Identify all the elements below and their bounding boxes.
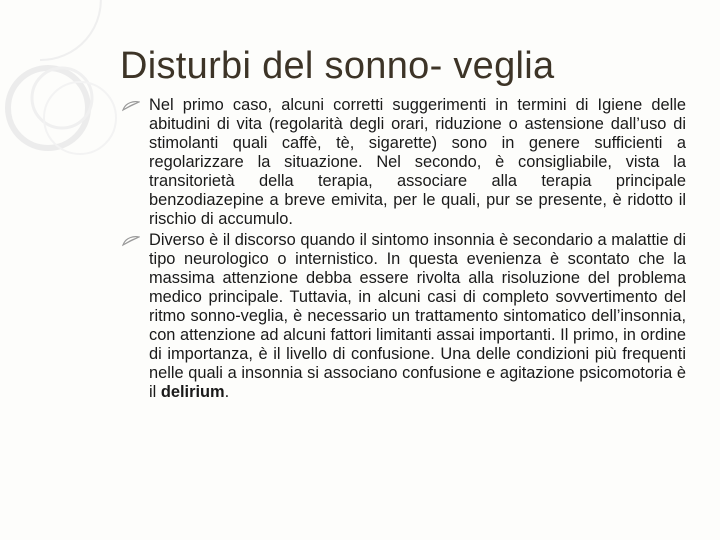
bullet-item [122, 231, 686, 402]
leaf-bullet-icon [122, 100, 140, 112]
bullet-text: Diverso è il discorso quando il sintomo insonnia è secondario a malattie di tipo neurologico o internistico. In questa evenienza è scontato che la massima attenzione debba essere rivolta alla risoluzione del problema medico principale. Tuttavia, in alcuni casi di completo sovvertimento del ritmo sonno-veglia, è necessario un trattamento sintomatico dell’insonnia, con attenzione ad alcuni fattori limitanti assai importanti. Il primo, in ordine di importanza, è il livello di confusione. Una delle condizioni più frequenti nelle quali a insonnia si associano confusione e agitazione psicomotoria è il [149, 231, 686, 401]
bullet-list [122, 96, 686, 404]
leaf-bullet-icon [122, 235, 140, 247]
slide-title: Disturbi del sonno- veglia [120, 45, 555, 87]
bold-term: delirium [160, 383, 225, 401]
bullet-text: Nel primo caso, alcuni corretti suggerimenti in termini di Igiene delle abitudini di vita (regolarità degli orari, riduzione o astensione dall’uso di stimolanti quali caffè, tè, sigarette) sono in genere sufficienti a regolarizzare la situazione. Nel secondo, è consigliabile, vista la transitorietà della terapia, associare alla terapia principale benzodiazepine a breve emivita, per le quali, pur se presente, è ridotto il rischio di accumulo. [149, 96, 686, 228]
bullet-item [122, 96, 686, 229]
decorative-circles [0, 0, 140, 200]
bullet-tail: . [224, 383, 230, 401]
